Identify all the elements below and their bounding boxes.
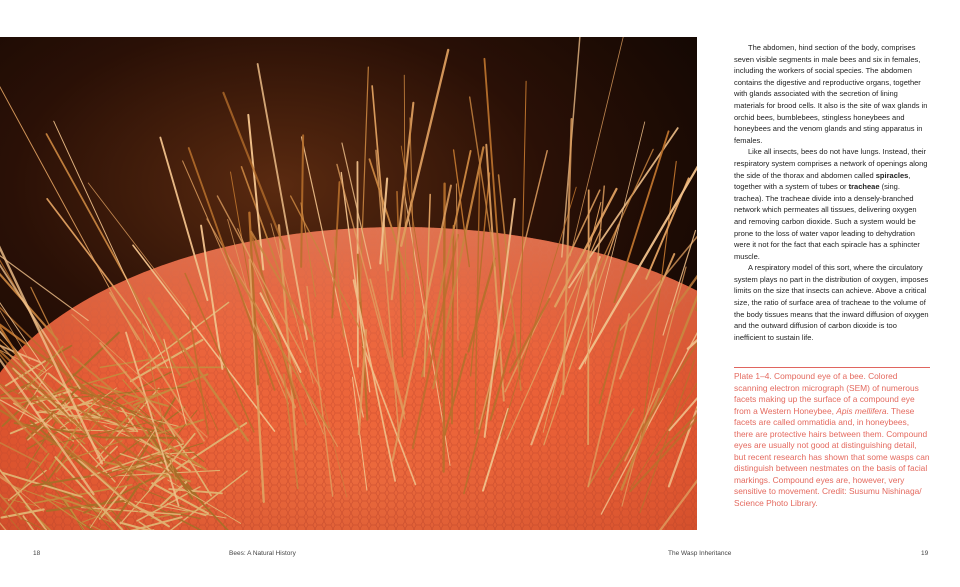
text-run: (sing. trachea). The tracheae divide into a densely-branched network which permeates all tissues, delivering oxygen and removing carbon dioxide. Such a system would be prone to the loss of water vapor leading to dehydration were it not for the fact that each spiracle has a sphincter muscle. bbox=[734, 182, 920, 261]
text-run: Like all insects, bees do not have lungs. Instead, their respiratory system comprises a network of openings along the side of the thorax and abdomen called bbox=[734, 147, 928, 180]
page-number-left: 18 bbox=[33, 550, 41, 557]
term-spiracles: spiracles bbox=[875, 170, 909, 180]
caption-species: Apis mellifera bbox=[836, 405, 887, 416]
compound-eye-image bbox=[0, 37, 697, 530]
term-tracheae: tracheae bbox=[848, 182, 880, 192]
body-text bbox=[734, 42, 930, 343]
hair-strand bbox=[588, 190, 589, 444]
paragraph-abdomen: The abdomen, hind section of the body, comprises seven visible segments in male bees and six in females, including the workers of social species. The abdomen contains the digestive and reproductive organs, together with glands associated with the secretion of lining materials for brood cells. It also is the site of wax glands in orchid bees, bumblebees, stingless honeybees and honeybees and the venom glands and sting apparatus in females. bbox=[734, 43, 928, 145]
hair-strand bbox=[444, 184, 445, 472]
paragraph-respiration bbox=[734, 146, 930, 262]
caption-text: . These facets are called ommatidia and, in honeybees, there are protective hairs between them. Compound eyes are usually not good at distinguishing detail, but recent research has shown that some wasps can distinguish between nestmates on the basis of facial markings. Compound eyes are, however, very sensitive to movement. Credit: Susumu Nishinaga/ Science Photo Library. bbox=[734, 405, 930, 508]
plate-caption bbox=[734, 371, 930, 509]
paragraph-size-limit: A respiratory model of this sort, where the circulatory system plays no part in the distribution of oxygen, imposes limits on the size that insects can achieve. Above a critical size, the ratio of surface area of tracheae to the volume of the body tissues means that the inward diffusion of oxygen and the outward diffusion of carbon dioxide is too inefficient to sustain life. bbox=[734, 263, 929, 342]
sem-photo bbox=[0, 37, 697, 530]
running-title-left: Bees: A Natural History bbox=[229, 550, 296, 557]
caption-divider bbox=[734, 367, 930, 368]
caption-text: Plate 1–4. Compound eye of a bee. Colored scanning electron micrograph (SEM) of numerous facets making up the surface of a compound eye from a Western Honeybee, bbox=[734, 371, 919, 416]
hair-strand bbox=[0, 193, 88, 320]
running-title-right: The Wasp Inheritance bbox=[668, 550, 732, 557]
hair-strand bbox=[0, 87, 138, 340]
text-run: , together with a system of tubes or bbox=[734, 170, 911, 192]
page-number-right: 19 bbox=[921, 550, 929, 557]
